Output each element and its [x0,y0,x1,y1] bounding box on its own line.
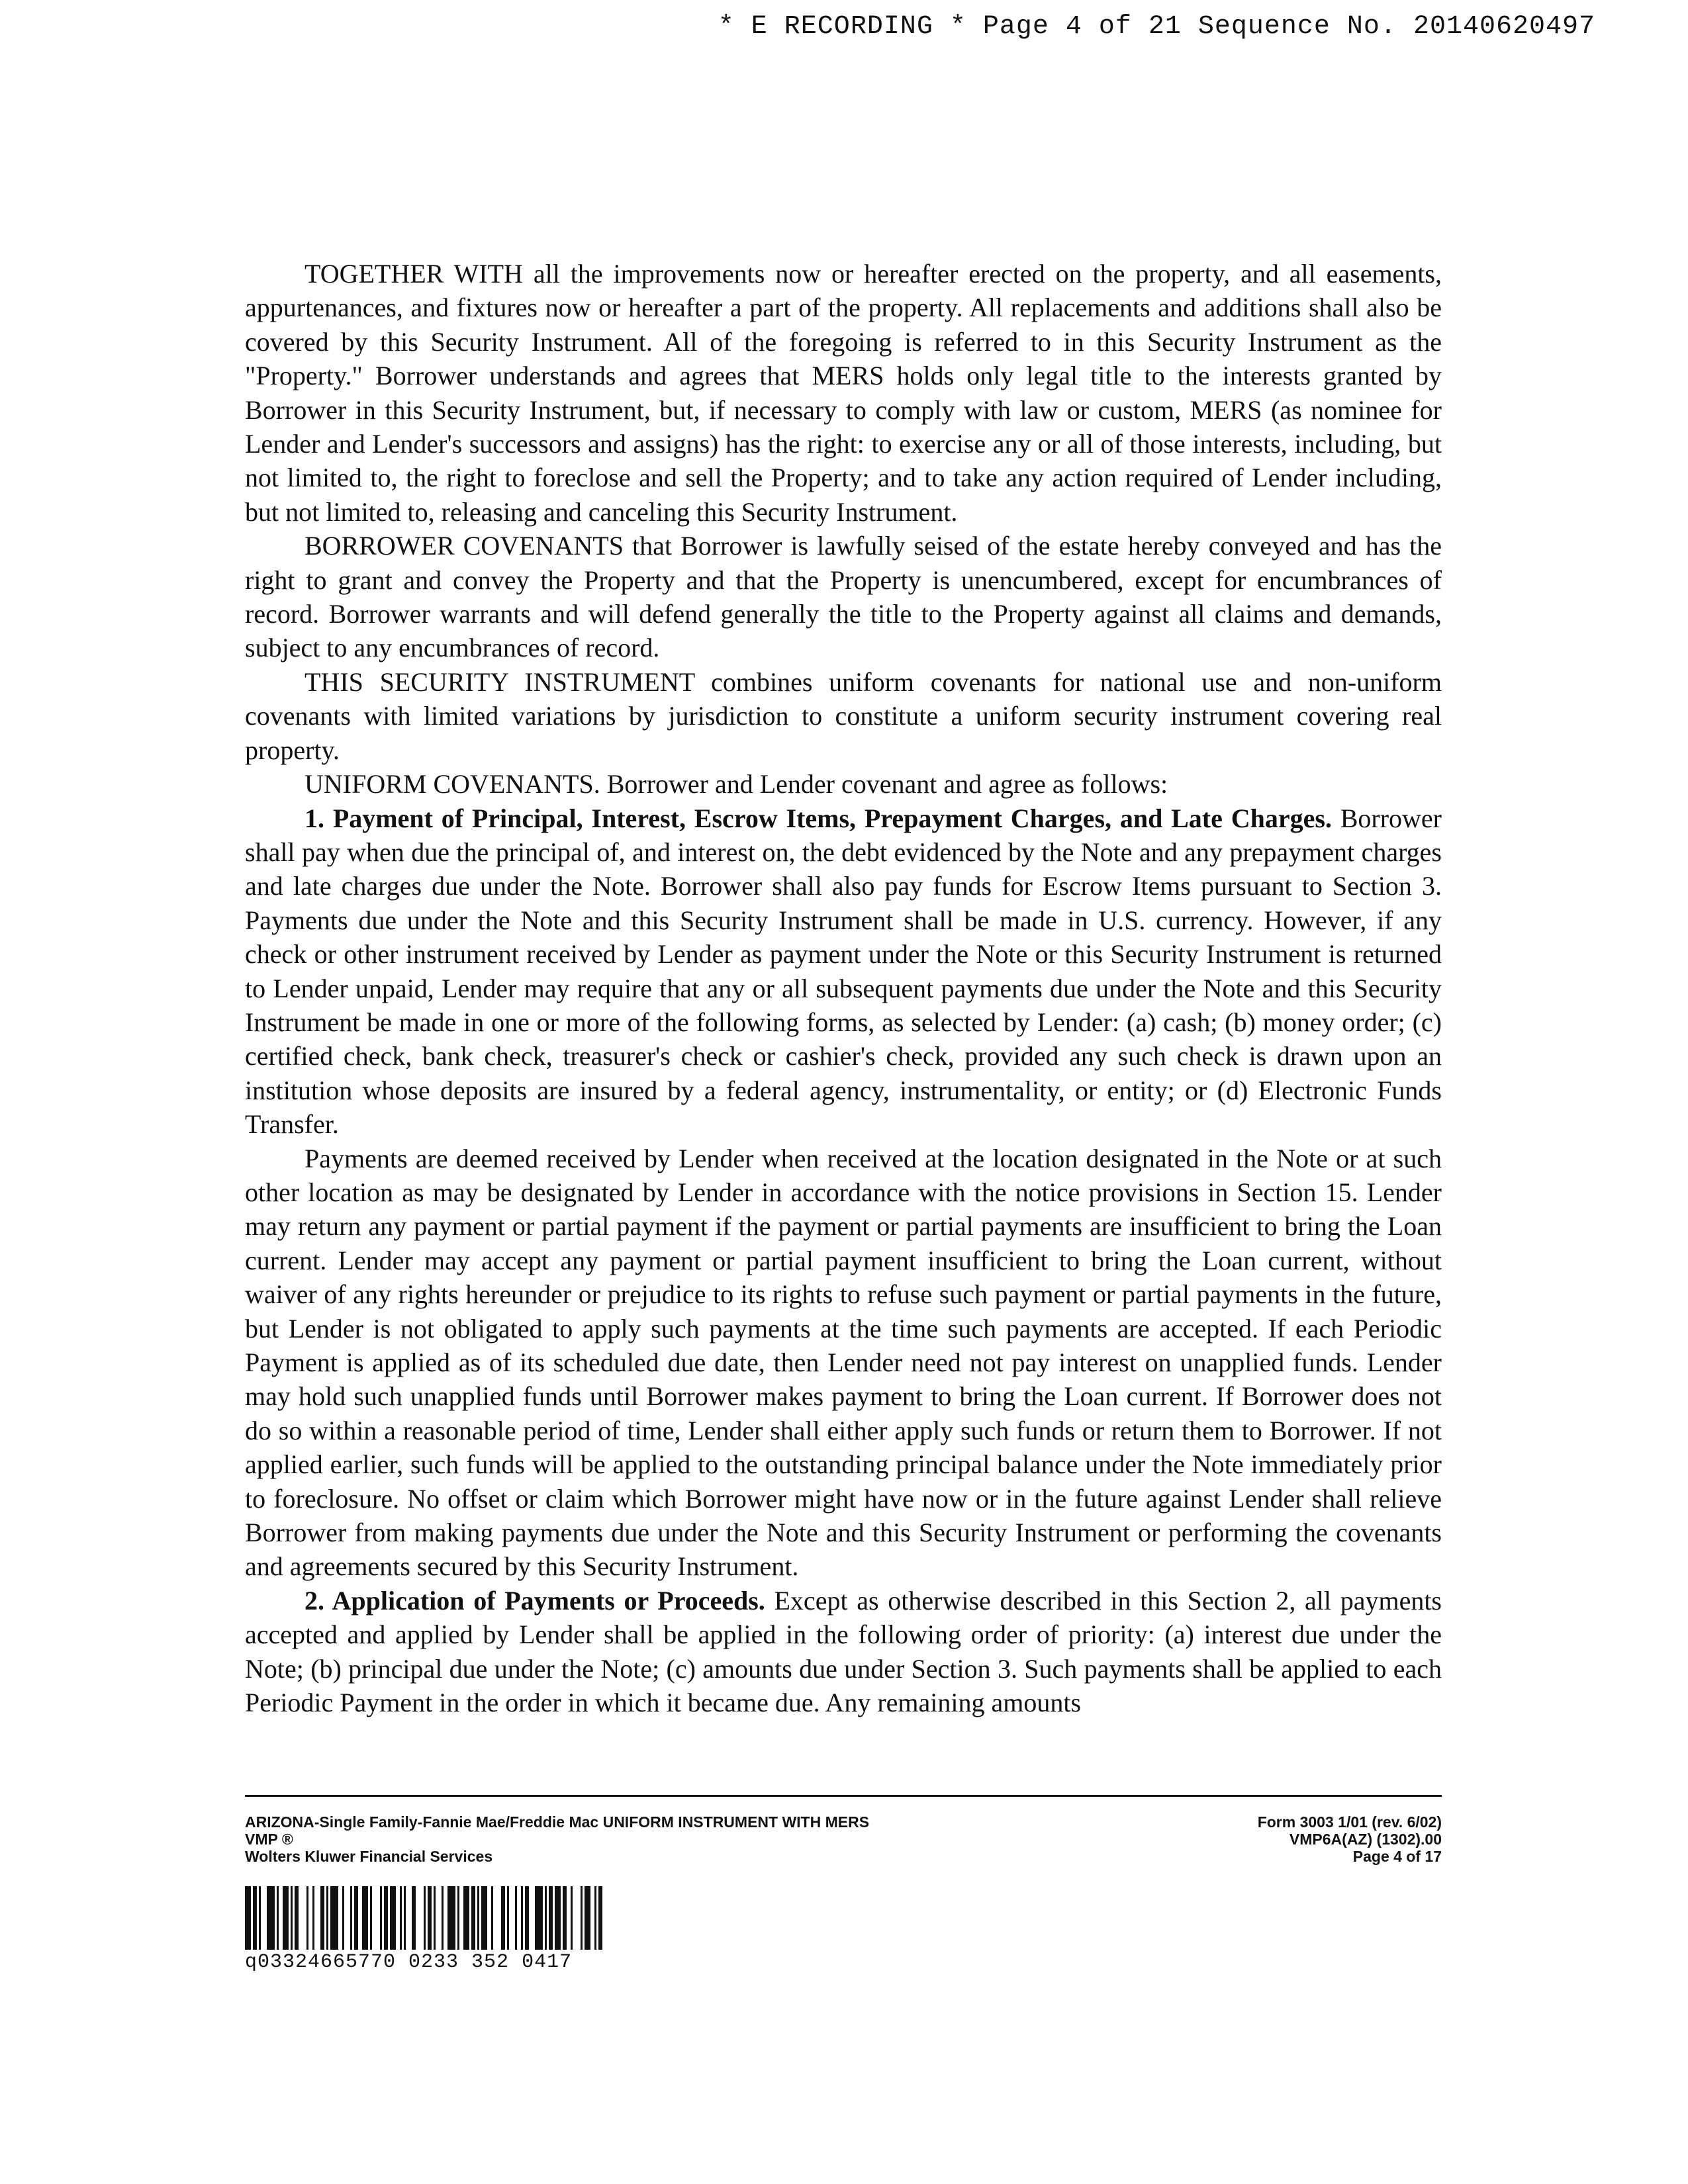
document-body [245,257,1442,1719]
section-1-payment [245,801,1442,1142]
barcode-icon [245,1886,708,1950]
barcode-number: q03324665770 0233 352 0417 [245,1951,573,1974]
section-2-heading: 2. Application of Payments or Proceeds. [305,1585,765,1615]
section-1-heading: 1. Payment of Principal, Interest, Escrow Items, Prepayment Charges, and Late Charges. [305,803,1332,833]
barcode [245,1886,715,1974]
paragraph-security-instrument: THIS SECURITY INSTRUMENT combines uniform covenants for national use and non-uniform covenants with limited variations by jurisdiction to constitute a uniform security instrument covering real property. [245,666,1442,765]
section-1-text: Borrower shall pay when due the principal of, and interest on, the debt evidenced by the Note and any prepayment charges and late charges due under the Note. Borrower shall also pay funds for Escrow Items pursuant to Section 3. Payments due under the Note and this Security Instrument shall be made in U.S. currency. However, if any check or other instrument received by Lender as payment under the Note or this Security Instrument is returned to Lender unpaid, Lender may require that any or all subsequent payments due under the Note and this Security Instrument be made in one or more of the following forms, as selected by Lender: (a) cash; (b) money order; (c) certified check, bank check, treasurer's check or cashier's check, provided any such check is drawn upon an institution whose deposits are insured by a federal agency, instrumentality, or entity; or (d) Electronic Funds Transfer. [245,803,1442,1140]
footer-vmp-mark: VMP ® [245,1831,293,1848]
paragraph-together-with: TOGETHER WITH all the improvements now or hereafter erected on the property, and all easements, appurtenances, and fixtures now or hereafter a part of the property. All replacements and additions shall also be covered by this Security Instrument. All of the foregoing is referred to in this Security Instrument as the "Property." Borrower understands and agrees that MERS holds only legal title to the interests granted by Borrower in this Security Instrument, but, if necessary to comply with law or custom, MERS (as nominee for Lender and Lender's successors and assigns) has the right: to exercise any or all of those interests, including, but not limited to, the right to foreclose and sell the Property; and to take any action required of Lender including, but not limited to, releasing and canceling this Security Instrument. [245,259,1442,527]
paragraph-borrower-covenants: BORROWER COVENANTS that Borrower is lawfully seised of the estate hereby conveyed and has the right to grant and convey the Property and that the Property is unencumbered, except for encumbrances of record. Borrower warrants and will defend generally the title to the Property against all claims and demands, subject to any encumbrances of record. [245,531,1442,663]
footer-vmp-code: VMP6A(AZ) (1302).00 [1289,1831,1442,1848]
footer-form-info [245,1813,869,1865]
recording-header: * E RECORDING * Page 4 of 21 Sequence No. 20140620497 [718,12,1595,42]
section-2-application [245,1584,1442,1720]
footer-divider [245,1795,1442,1797]
footer-publisher: Wolters Kluwer Financial Services [245,1848,493,1865]
paragraph-payments-deemed-received: Payments are deemed received by Lender when received at the location designated in the Note or at such other location as may be designated by Lender in accordance with the notice provisions in Section 15. Lender may return any payment or partial payment if the payment or partial payments are insufficient to bring the Loan current. Lender may accept any payment or partial payment insufficient to bring the Loan current, without waiver of any rights hereunder or prejudice to its rights to refuse such payment or partial payments in the future, but Lender is not obligated to apply such payments at the time such payments are accepted. If each Periodic Payment is applied as of its scheduled due date, then Lender need not pay interest on unapplied funds. Lender may hold such unapplied funds until Borrower makes payment to bring the Loan current. If Borrower does not do so within a reasonable period of time, Lender shall either apply such funds or return them to Borrower. If not applied earlier, such funds will be applied to the outstanding principal balance under the Note immediately prior to foreclosure. No offset or claim which Borrower might have now or in the future against Lender shall relieve Borrower from making payments due under the Note and this Security Instrument or performing the covenants and agreements secured by this Security Instrument. [245,1143,1442,1582]
footer-form-code: Form 3003 1/01 (rev. 6/02) [1257,1813,1442,1831]
footer-form-title: ARIZONA-Single Family-Fannie Mae/Freddie Mac UNIFORM INSTRUMENT WITH MERS [245,1813,870,1831]
paragraph-uniform-covenants: UNIFORM COVENANTS. Borrower and Lender covenant and agree as follows: [305,769,1168,799]
footer-form-number [1258,1813,1442,1865]
footer-page-number: Page 4 of 17 [1352,1848,1442,1865]
section-2-text: Except as otherwise described in this Section 2, all payments accepted and applied by Lender shall be applied in the following order of priority: (a) interest due under the Note; (b) principal due under the Note; (c) amounts due under Section 3. Such payments shall be applied to each Periodic Payment in the order in which it became due. Any remaining amounts [245,1585,1442,1718]
